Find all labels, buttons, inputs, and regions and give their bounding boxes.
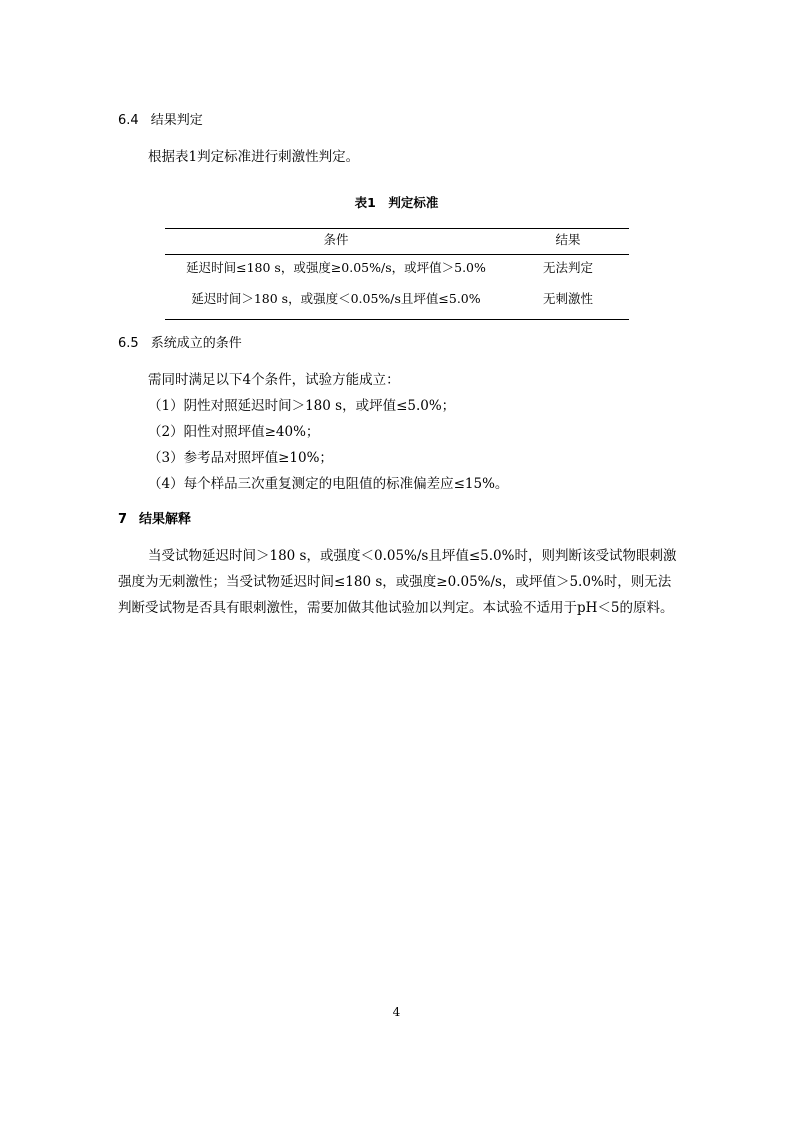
section-title: 结果判定: [150, 113, 203, 128]
conditions-intro: 需同时满足以下4个条件，试验方能成立：: [148, 372, 400, 388]
condition-item-4: （4）每个样品三次重复测定的电阻值的标准偏差应≤15%。: [148, 476, 509, 492]
section-7-heading: [118, 512, 191, 528]
section-6-4-heading: [118, 113, 203, 129]
table-top-rule: [165, 228, 629, 229]
intro-paragraph: 根据表1判定标准进行刺激性判定。: [148, 149, 360, 165]
table-row-2-condition: 延迟时间＞180 s，或强度＜0.05%/s且坪值≤5.0%: [191, 291, 481, 306]
table-header-rule: [165, 254, 629, 255]
condition-item-3: （3）参考品对照坪值≥10%；: [148, 450, 333, 466]
table-header-condition: 条件: [323, 232, 349, 247]
interpretation-paragraph: 当受试物延迟时间＞180 s，或强度＜0.05%/s且坪值≤5.0%时，则判断该受试物眼刺激强度为无刺激性；当受试物延迟时间≤180 s，或强度≥0.05%/s，或坪值＞5.0%时，则无法判断受试物是否具有眼刺激性，需要加做其他试验加以判定。本试验不适用于pH＜5的原料。: [118, 548, 677, 616]
section-number: 6.5: [118, 336, 139, 351]
table-header-result: 结果: [555, 232, 581, 247]
condition-item-1: （1）阴性对照延迟时间＞180 s，或坪值≤5.0%；: [148, 398, 456, 414]
table-row-2-result: 无刺激性: [542, 291, 593, 306]
section-title: 系统成立的条件: [150, 336, 242, 351]
page-number: 4: [392, 1005, 401, 1019]
table-row-1-result: 无法判定: [542, 260, 593, 275]
section-title: 结果解释: [139, 512, 192, 527]
section-6-5-heading: [118, 336, 242, 352]
condition-item-2: （2）阳性对照坪值≥40%；: [148, 424, 320, 440]
section-number: 6.4: [118, 113, 139, 128]
table-bottom-rule: [165, 319, 629, 320]
table-row-1-condition: 延迟时间≤180 s，或强度≥0.05%/s，或坪值＞5.0%: [186, 260, 486, 275]
table-title: 表1 判定标准: [354, 195, 439, 210]
section-number: 7: [118, 512, 128, 527]
